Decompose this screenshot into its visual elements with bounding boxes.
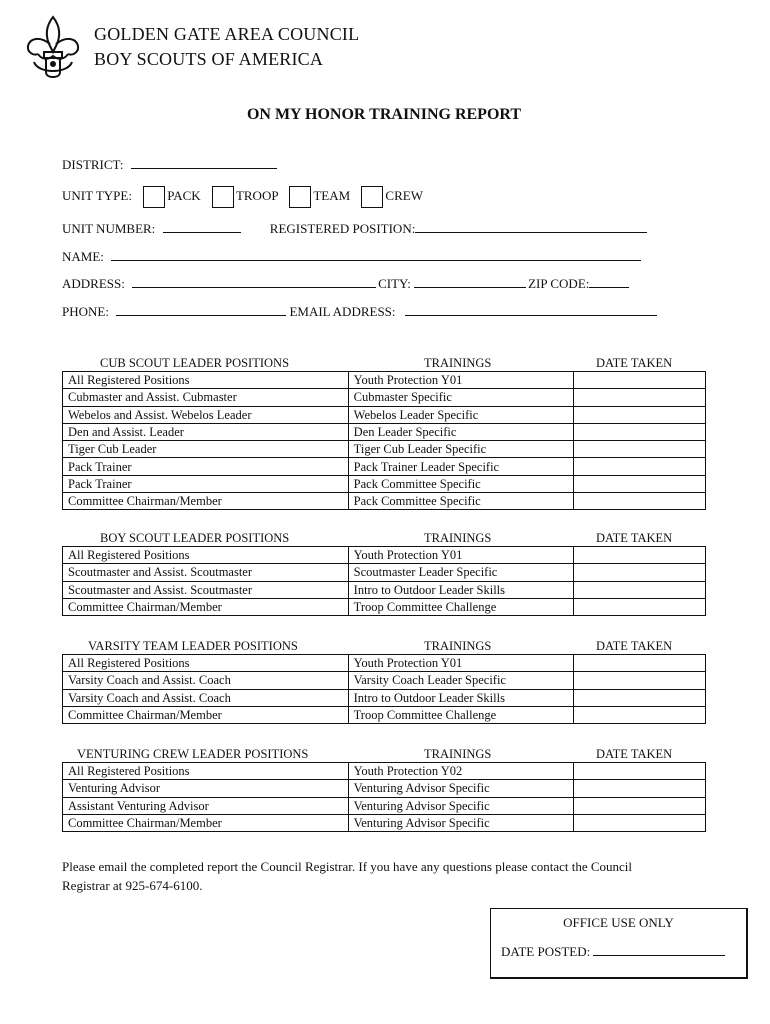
table-row [63,564,706,581]
position-cell: Webelos and Assist. Webelos Leader [63,406,349,423]
district-row [62,156,277,173]
position-cell: Den and Assist. Leader [63,423,349,440]
date-posted-field[interactable] [593,943,725,956]
table-row [63,372,706,389]
city-field[interactable] [414,275,526,288]
position-cell: Cubmaster and Assist. Cubmaster [63,389,349,406]
team-checkbox[interactable] [289,186,311,208]
varsity-positions-header: VARSITY TEAM LEADER POSITIONS [88,639,298,653]
org-name-line1: GOLDEN GATE AREA COUNCIL [94,24,360,44]
training-cell: Pack Committee Specific [348,475,574,492]
table-row [63,581,706,598]
position-cell: Pack Trainer [63,475,349,492]
training-cell: Varsity Coach Leader Specific [348,672,574,689]
position-cell: All Registered Positions [63,372,349,389]
date-taken-cell[interactable] [574,458,706,475]
bsa-fleur-de-lis-icon [24,14,82,80]
registered-position-field[interactable] [415,220,647,233]
unit-number-row [62,220,647,237]
cub-positions-header: CUB SCOUT LEADER POSITIONS [100,356,290,370]
training-cell: Troop Committee Challenge [348,706,574,723]
varsity-team-table [62,654,706,724]
training-cell: Youth Protection Y01 [348,372,574,389]
training-cell: Den Leader Specific [348,423,574,440]
boy-trainings-header: TRAININGS [424,531,492,545]
date-taken-cell[interactable] [574,441,706,458]
training-cell: Youth Protection Y01 [348,547,574,564]
page-title: ON MY HONOR TRAINING REPORT [246,106,522,123]
phone-row [62,303,657,320]
date-taken-cell[interactable] [574,389,706,406]
table-row [63,672,706,689]
footer-note-line1: Please email the completed report the Council Registrar. If you have any questions please contact the Council [62,859,633,874]
venturing-trainings-header: TRAININGS [424,747,492,761]
table-row [63,706,706,723]
date-taken-cell[interactable] [574,780,706,797]
position-cell: Varsity Coach and Assist. Coach [63,672,349,689]
unit-type-label: UNIT TYPE: [62,187,132,203]
unit-number-label: UNIT NUMBER: [62,221,156,236]
crew-checkbox[interactable] [361,186,383,208]
date-taken-cell[interactable] [574,598,706,615]
unit-type-row [62,186,423,208]
position-cell: All Registered Positions [63,655,349,672]
district-label: DISTRICT: [62,157,124,172]
table-row [63,780,706,797]
zip-label: ZIP CODE: [528,276,590,291]
table-row [63,423,706,440]
table-row [63,389,706,406]
training-cell: Intro to Outdoor Leader Skills [348,689,574,706]
position-cell: Varsity Coach and Assist. Coach [63,689,349,706]
training-cell: Youth Protection Y02 [348,763,574,780]
address-field[interactable] [132,275,376,288]
position-cell: Committee Chairman/Member [63,814,349,831]
org-name-line2: BOY SCOUTS OF AMERICA [94,49,324,69]
unit-number-field[interactable] [163,220,241,233]
pack-option-label: PACK [167,187,201,203]
table-row [63,655,706,672]
cub-date-header: DATE TAKEN [596,356,673,370]
table-row [63,441,706,458]
table-row [63,547,706,564]
date-taken-cell[interactable] [574,493,706,510]
position-cell: Scoutmaster and Assist. Scoutmaster [63,581,349,598]
date-taken-cell[interactable] [574,564,706,581]
training-cell: Scoutmaster Leader Specific [348,564,574,581]
boy-date-header: DATE TAKEN [596,531,673,545]
training-cell: Troop Committee Challenge [348,598,574,615]
date-taken-cell[interactable] [574,814,706,831]
date-taken-cell[interactable] [574,581,706,598]
training-cell: Cubmaster Specific [348,389,574,406]
boy-scout-table [62,546,706,616]
email-label: EMAIL ADDRESS: [289,304,396,319]
varsity-date-header: DATE TAKEN [596,639,673,653]
position-cell: Committee Chairman/Member [63,598,349,615]
cub-scout-table [62,371,706,510]
table-row [63,797,706,814]
registered-position-label: REGISTERED POSITION: [269,221,416,236]
date-posted-label: DATE POSTED: [501,944,591,959]
position-cell: Assistant Venturing Advisor [63,797,349,814]
training-cell: Youth Protection Y01 [348,655,574,672]
date-taken-cell[interactable] [574,797,706,814]
city-label: CITY: [378,276,411,291]
date-taken-cell[interactable] [574,689,706,706]
boy-positions-header: BOY SCOUT LEADER POSITIONS [100,531,290,545]
varsity-trainings-header: TRAININGS [424,639,492,653]
table-row [63,598,706,615]
table-row [63,763,706,780]
district-field[interactable] [131,156,277,169]
date-taken-cell[interactable] [574,655,706,672]
venturing-positions-header: VENTURING CREW LEADER POSITIONS [77,747,309,761]
training-cell: Pack Committee Specific [348,493,574,510]
position-cell: All Registered Positions [63,547,349,564]
date-posted-row [501,943,725,960]
training-cell: Venturing Advisor Specific [348,780,574,797]
venturing-crew-table [62,762,706,832]
phone-label: PHONE: [62,304,109,319]
date-taken-cell[interactable] [574,475,706,492]
office-use-box [490,908,748,979]
position-cell: Venturing Advisor [63,780,349,797]
team-option-label: TEAM [313,187,351,203]
training-cell: Tiger Cub Leader Specific [348,441,574,458]
training-cell: Venturing Advisor Specific [348,814,574,831]
venturing-date-header: DATE TAKEN [596,747,673,761]
training-cell: Venturing Advisor Specific [348,797,574,814]
phone-field[interactable] [116,303,286,316]
training-cell: Webelos Leader Specific [348,406,574,423]
address-row [62,275,629,292]
cub-trainings-header: TRAININGS [424,356,492,370]
position-cell: Scoutmaster and Assist. Scoutmaster [63,564,349,581]
troop-checkbox[interactable] [212,186,234,208]
date-taken-cell[interactable] [574,672,706,689]
name-label: NAME: [62,249,104,264]
crew-option-label: CREW [385,187,423,203]
email-field[interactable] [405,303,657,316]
date-taken-cell[interactable] [574,763,706,780]
position-cell: All Registered Positions [63,763,349,780]
table-row [63,406,706,423]
position-cell: Committee Chairman/Member [63,493,349,510]
table-row [63,493,706,510]
date-taken-cell[interactable] [574,406,706,423]
table-row [63,475,706,492]
address-label: ADDRESS: [62,276,125,291]
office-use-title: OFFICE USE ONLY [563,915,674,930]
position-cell: Committee Chairman/Member [63,706,349,723]
position-cell: Pack Trainer [63,458,349,475]
pack-checkbox[interactable] [143,186,165,208]
date-taken-cell[interactable] [574,706,706,723]
name-field[interactable] [111,248,641,261]
position-cell: Tiger Cub Leader [63,441,349,458]
date-taken-cell[interactable] [574,547,706,564]
troop-option-label: TROOP [235,187,279,203]
table-row [63,814,706,831]
date-taken-cell[interactable] [574,423,706,440]
zip-field[interactable] [589,275,629,288]
table-row [63,458,706,475]
training-cell: Pack Trainer Leader Specific [348,458,574,475]
training-cell: Intro to Outdoor Leader Skills [348,581,574,598]
table-row [63,689,706,706]
date-taken-cell[interactable] [574,372,706,389]
name-row [62,248,641,265]
footer-note-line2: Registrar at 925-674-6100. [62,878,203,893]
